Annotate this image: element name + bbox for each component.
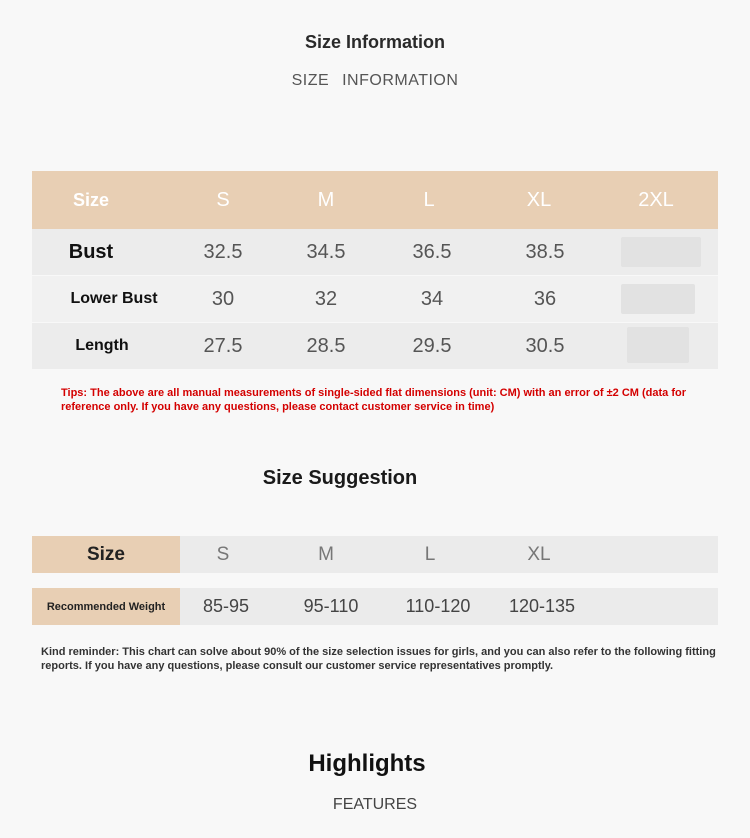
blank-cell: [621, 237, 701, 267]
blank-cell: [621, 284, 695, 314]
weight-label-text: Recommended Weight: [46, 600, 166, 613]
header-size-m: M: [317, 188, 335, 211]
table-cell: 95-110: [303, 596, 359, 616]
size-suggestion-title: Size Suggestion: [262, 467, 418, 489]
size-info-title: Size Information: [304, 32, 445, 52]
header-size-xl: XL: [526, 188, 552, 211]
table-cell: 32.5: [203, 240, 243, 263]
table-row-lower-bust: [32, 276, 718, 322]
row-label-bust: Bust: [68, 240, 114, 263]
size-table-header: [32, 171, 718, 229]
table-cell: 30.5: [525, 334, 565, 357]
table-cell: 36: [533, 287, 557, 310]
size-info-subtitle: SIZE INFORMATION: [291, 72, 459, 89]
weight-label: [32, 588, 180, 625]
table-cell: 36.5: [412, 240, 452, 263]
header-size-l: L: [423, 188, 435, 211]
blank-cell: [627, 327, 689, 363]
table-cell: 120-135: [508, 596, 576, 616]
table-cell: 34.5: [306, 240, 346, 263]
suggestion-size-m: M: [318, 543, 334, 565]
suggestion-size-l: L: [424, 543, 436, 565]
table-cell: 38.5: [525, 240, 565, 263]
highlights-title: Highlights: [308, 750, 426, 777]
table-cell: 32: [314, 287, 338, 310]
suggestion-size-label: [32, 536, 180, 573]
suggestion-header-row: [32, 536, 718, 573]
table-row-bust: [32, 229, 718, 275]
suggestion-size-s: S: [216, 543, 230, 565]
table-row-length: [32, 323, 718, 369]
table-cell: 27.5: [203, 334, 243, 357]
row-label-length: Length: [75, 337, 129, 354]
header-size-s: S: [216, 188, 230, 211]
suggestion-size-text: Size: [86, 543, 126, 565]
features-subtitle: FEATURES: [332, 796, 418, 813]
table-cell: 110-120: [405, 596, 471, 616]
row-label-lower-bust: Lower Bust: [70, 290, 158, 307]
table-cell: 29.5: [412, 334, 452, 357]
header-size-label: Size: [72, 189, 110, 210]
table-cell: 28.5: [306, 334, 346, 357]
kind-reminder-note: Kind reminder: This chart can solve about 90% of the size selection issues for girls, and you can also refer to the following fitting reports. If you have any questions, please consult our customer service representatives promptly.: [41, 646, 716, 672]
tips-note: Tips: The above are all manual measurements of single-sided flat dimensions (unit: CM) with an error of ±2 CM (data for reference only. If you have any questions, please contact customer service in time): [61, 387, 686, 413]
table-cell: 34: [420, 287, 444, 310]
header-size-2xl: 2XL: [638, 188, 674, 211]
table-cell: 85-95: [202, 596, 250, 616]
suggestion-size-xl: XL: [527, 543, 551, 565]
suggestion-weight-row: [32, 588, 718, 625]
table-cell: 30: [211, 287, 235, 310]
